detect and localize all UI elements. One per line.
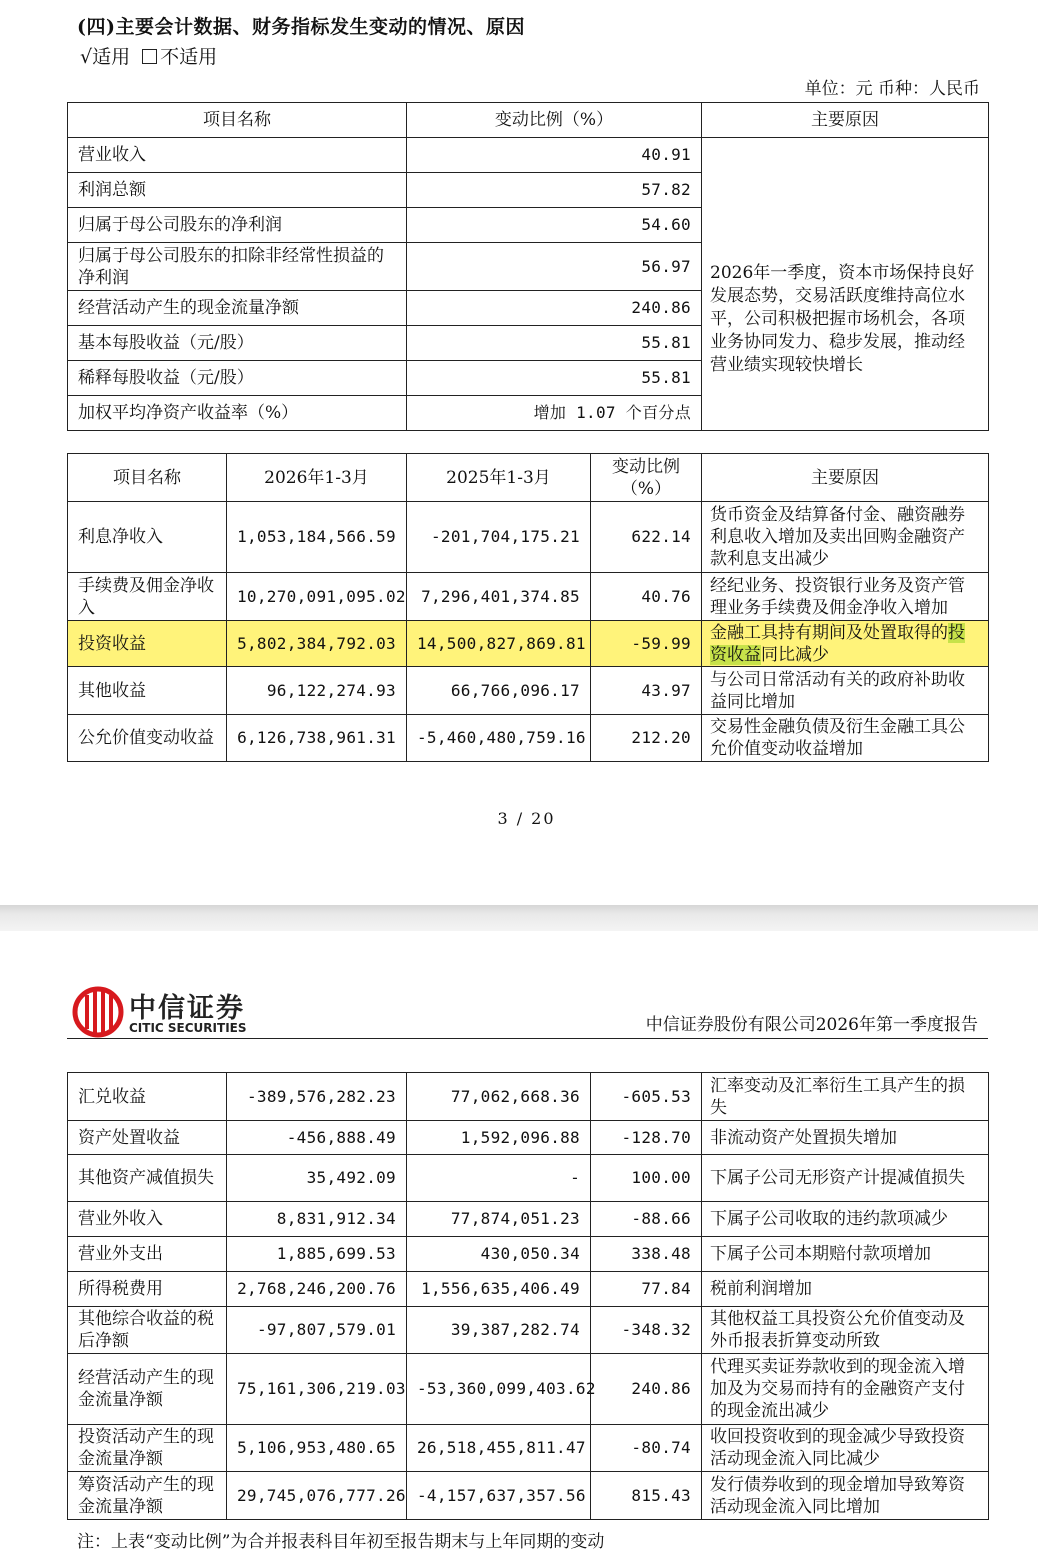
item-name: 手续费及佣金净收入 [68, 573, 227, 621]
current-period-value: 1,885,699.53 [227, 1237, 407, 1272]
main-reason: 收回投资收到的现金减少导致投资活动现金流入同比减少 [702, 1425, 989, 1472]
item-name: 资产处置收益 [68, 1121, 227, 1155]
table-row [68, 1073, 989, 1121]
current-period-value: 75,161,306,219.03 [227, 1354, 407, 1425]
prior-period-value: 14,500,827,869.81 [407, 621, 591, 667]
main-reason: 发行债券收到的现金增加导致筹资活动现金流入同比增加 [702, 1472, 989, 1520]
applicable-options [80, 42, 217, 69]
change-ratio: 56.97 [407, 243, 702, 291]
current-period-value: 5,106,953,480.65 [227, 1425, 407, 1472]
table-row [68, 1425, 989, 1472]
prior-period-value: -5,460,480,759.16 [407, 715, 591, 762]
change-ratio: 100.00 [591, 1155, 702, 1202]
main-reason [702, 621, 989, 667]
prior-period-value: 7,296,401,374.85 [407, 573, 591, 621]
prior-period-value: - [407, 1155, 591, 1202]
table-footnote: 注：上表“变动比例”为合并报表科目年初至报告期末与上年同期的变动 [77, 1532, 605, 1552]
table-row [68, 1354, 989, 1425]
summary-change-table [67, 102, 989, 431]
item-name: 其他收益 [68, 667, 227, 715]
item-name: 经营活动产生的现金流量净额 [68, 291, 407, 326]
item-name: 公允价值变动收益 [68, 715, 227, 762]
column-header: 变动比例（%） [407, 103, 702, 138]
main-reason: 货币资金及结算备付金、融资融券利息收入增加及卖出回购金融资产款利息支出减少 [702, 502, 989, 573]
change-ratio: 622.14 [591, 502, 702, 573]
column-header: 变动比例（%） [591, 454, 702, 502]
item-name: 归属于母公司股东的扣除非经常性损益的净利润 [68, 243, 407, 291]
prior-period-value: -53,360,099,403.62 [407, 1354, 591, 1425]
income-change-table-continued [67, 1072, 989, 1520]
item-name: 其他资产减值损失 [68, 1155, 227, 1202]
table-row-highlighted [68, 621, 989, 667]
change-ratio: -80.74 [591, 1425, 702, 1472]
change-ratio: 338.48 [591, 1237, 702, 1272]
main-reason: 下属子公司无形资产计提减值损失 [702, 1155, 989, 1202]
table-row [68, 1272, 989, 1307]
table-row [68, 502, 989, 573]
change-ratio: -605.53 [591, 1073, 702, 1121]
item-name: 利息净收入 [68, 502, 227, 573]
reason-text: 同比减少 [761, 644, 829, 665]
main-reason: 下属子公司收取的违约款项减少 [702, 1202, 989, 1237]
not-applicable-label: 不适用 [160, 46, 218, 68]
change-ratio: 55.81 [407, 361, 702, 396]
item-name: 筹资活动产生的现金流量净额 [68, 1472, 227, 1520]
unit-label: 单位：元 币种：人民币 [804, 79, 980, 99]
header-divider [67, 1038, 988, 1039]
table-row [68, 573, 989, 621]
prior-period-value: 77,874,051.23 [407, 1202, 591, 1237]
main-reason: 与公司日常活动有关的政府补助收益同比增加 [702, 667, 989, 715]
column-header: 2025年1-3月 [407, 454, 591, 502]
prior-period-value: 430,050.34 [407, 1237, 591, 1272]
change-ratio: 增加 1.07 个百分点 [407, 396, 702, 431]
change-ratio: 212.20 [591, 715, 702, 762]
item-name: 基本每股收益（元/股） [68, 326, 407, 361]
table-row [68, 138, 989, 173]
current-period-value: 6,126,738,961.31 [227, 715, 407, 762]
prior-period-value: 1,592,096.88 [407, 1121, 591, 1155]
document-page-2 [0, 931, 1038, 1555]
main-reason: 代理买卖证券款收到的现金流入增加及为交易而持有的金融资产支付的现金流出减少 [702, 1354, 989, 1425]
prior-period-value: -201,704,175.21 [407, 502, 591, 573]
prior-period-value: 39,387,282.74 [407, 1307, 591, 1354]
prior-period-value: 1,556,635,406.49 [407, 1272, 591, 1307]
current-period-value: 35,492.09 [227, 1155, 407, 1202]
current-period-value: -456,888.49 [227, 1121, 407, 1155]
column-header: 2026年1-3月 [227, 454, 407, 502]
prior-period-value: 66,766,096.17 [407, 667, 591, 715]
change-ratio: 40.91 [407, 138, 702, 173]
current-period-value: -389,576,282.23 [227, 1073, 407, 1121]
table-row [68, 715, 989, 762]
change-ratio: 815.43 [591, 1472, 702, 1520]
main-reason: 交易性金融负债及衍生金融工具公允价值变动收益增加 [702, 715, 989, 762]
change-ratio: -88.66 [591, 1202, 702, 1237]
main-reason: 非流动资产处置损失增加 [702, 1121, 989, 1155]
current-period-value: 29,745,076,777.26 [227, 1472, 407, 1520]
table-row [68, 1472, 989, 1520]
item-name: 营业收入 [68, 138, 407, 173]
column-header: 主要原因 [702, 454, 989, 502]
item-name: 归属于母公司股东的净利润 [68, 208, 407, 243]
column-header: 项目名称 [68, 454, 227, 502]
item-name: 利润总额 [68, 173, 407, 208]
table-row [68, 667, 989, 715]
current-period-value: -97,807,579.01 [227, 1307, 407, 1354]
current-period-value: 10,270,091,095.02 [227, 573, 407, 621]
change-ratio: 40.76 [591, 573, 702, 621]
change-ratio: 43.97 [591, 667, 702, 715]
logo-chinese-name: 中信证券 [129, 993, 245, 1024]
applicable-checked: √适用 [80, 46, 131, 68]
main-reason: 税前利润增加 [702, 1272, 989, 1307]
change-ratio: 240.86 [407, 291, 702, 326]
item-name: 投资活动产生的现金流量净额 [68, 1425, 227, 1472]
change-ratio: -59.99 [591, 621, 702, 667]
item-name: 其他综合收益的税后净额 [68, 1307, 227, 1354]
main-reason: 下属子公司本期赔付款项增加 [702, 1237, 989, 1272]
item-name: 营业外收入 [68, 1202, 227, 1237]
item-name: 营业外支出 [68, 1237, 227, 1272]
main-reason: 2026年一季度，资本市场保持良好发展态势，交易活跃度维持高位水平，公司积极把握市场机会，各项业务协同发力、稳步发展，推动经营业绩实现较快增长 [702, 138, 989, 431]
table-header-row [68, 103, 989, 138]
change-ratio: -348.32 [591, 1307, 702, 1354]
table-row [68, 1121, 989, 1155]
table-row [68, 1155, 989, 1202]
item-name: 所得税费用 [68, 1272, 227, 1307]
page-number: 3 / 20 [497, 809, 556, 828]
change-ratio: 54.60 [407, 208, 702, 243]
current-period-value: 96,122,274.93 [227, 667, 407, 715]
change-ratio: 240.86 [591, 1354, 702, 1425]
item-name: 投资收益 [68, 621, 227, 667]
table-row [68, 1202, 989, 1237]
item-name: 经营活动产生的现金流量净额 [68, 1354, 227, 1425]
change-ratio: 55.81 [407, 326, 702, 361]
column-header: 项目名称 [68, 103, 407, 138]
checkbox-icon [142, 49, 157, 64]
item-name: 汇兑收益 [68, 1073, 227, 1121]
logo-english-name: CITIC SECURITIES [129, 1021, 247, 1035]
item-name: 稀释每股收益（元/股） [68, 361, 407, 396]
main-reason: 汇率变动及汇率衍生工具产生的损失 [702, 1073, 989, 1121]
item-name: 加权平均净资产收益率（%） [68, 396, 407, 431]
column-header: 主要原因 [702, 103, 989, 138]
reason-highlighted-text: 投资收益 [710, 622, 965, 665]
section-title: (四)主要会计数据、财务指标发生变动的情况、原因 [77, 16, 525, 38]
prior-period-value: 26,518,455,811.47 [407, 1425, 591, 1472]
income-change-table [67, 453, 989, 762]
change-ratio: 57.82 [407, 173, 702, 208]
prior-period-value: -4,157,637,357.56 [407, 1472, 591, 1520]
table-row [68, 1307, 989, 1354]
current-period-value: 2,768,246,200.76 [227, 1272, 407, 1307]
table-row [68, 1237, 989, 1272]
citic-logo [72, 986, 262, 1038]
change-ratio: 77.84 [591, 1272, 702, 1307]
table-header-row [68, 454, 989, 502]
current-period-value: 1,053,184,566.59 [227, 502, 407, 573]
current-period-value: 8,831,912.34 [227, 1202, 407, 1237]
reason-text: 金融工具持有期间及处置取得的 [710, 622, 948, 643]
main-reason: 经纪业务、投资银行业务及资产管理业务手续费及佣金净收入增加 [702, 573, 989, 621]
change-ratio: -128.70 [591, 1121, 702, 1155]
report-title: 中信证券股份有限公司2026年第一季度报告 [645, 1015, 978, 1035]
prior-period-value: 77,062,668.36 [407, 1073, 591, 1121]
page-separator [0, 905, 1038, 931]
main-reason: 其他权益工具投资公允价值变动及外币报表折算变动所致 [702, 1307, 989, 1354]
current-period-value: 5,802,384,792.03 [227, 621, 407, 667]
